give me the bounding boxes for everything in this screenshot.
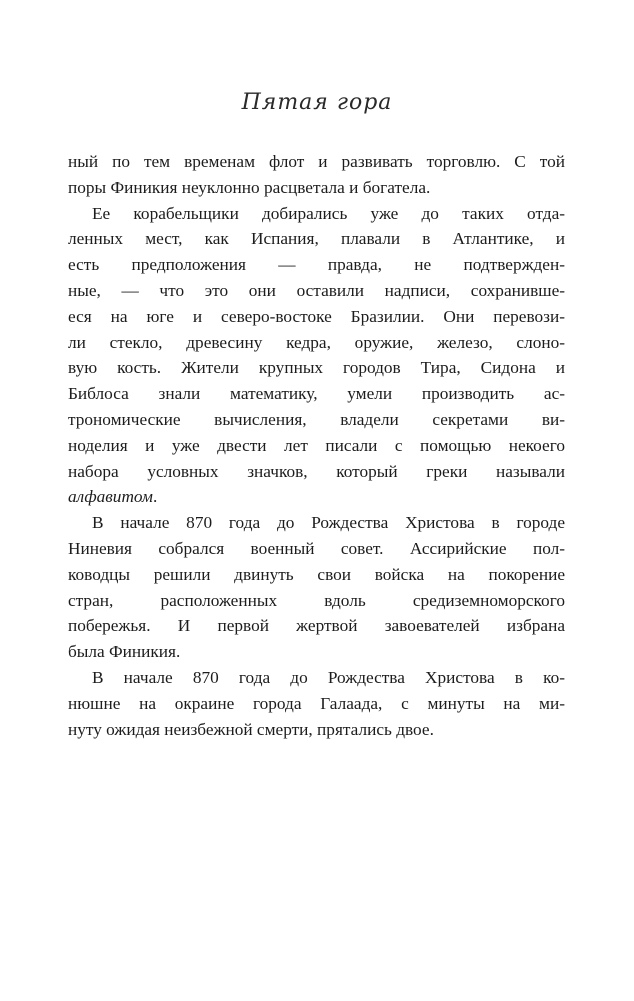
text-line: ноделия и уже двести лет писали с помощью некоего: [68, 435, 565, 455]
text-line: ководцы решили двинуть свои войска на покорение: [68, 564, 565, 584]
text-line: ный по тем временам флот и развивать торговлю. С той: [68, 152, 565, 171]
text-line: трономические вычисления, владели секретами ви-: [68, 409, 565, 429]
italic-word: алфавитом: [68, 487, 153, 507]
text-line: вую кость. Жители крупных городов Тира, Сидона и: [68, 358, 565, 378]
text-line: еся на юге и северо-востоке Бразилии. Они перевози-: [68, 306, 565, 326]
text-line: есть предположения — правда, не подтвержден-: [68, 255, 565, 275]
text-line: Библоса знали математику, умели производить ас-: [68, 384, 565, 404]
text-line: ные, — что это они оставили надписи, сохранивше-: [68, 280, 565, 300]
punctuation: .: [152, 487, 158, 507]
text-line: В начале 870 года до Рождества Христова в городе: [92, 513, 565, 533]
text-line: набора условных значков, который греки называли: [68, 461, 565, 481]
text-line: нуту ожидая неизбежной смерти, прятались двое.: [68, 719, 434, 739]
text-line: нюшне на окраине города Галаада, с минуты на ми-: [68, 693, 565, 713]
paragraph-2: [68, 201, 565, 511]
text-line: ли стекло, древесину кедра, оружие, железо, слоно-: [68, 332, 565, 352]
text-line-final: [68, 484, 565, 510]
text-line: поры Финикия неуклонно расцветала и богатела.: [68, 177, 431, 197]
running-head: Пятая гора: [241, 90, 393, 115]
text-line: Ее корабельщики добирались уже до таких отда-: [92, 203, 565, 223]
paragraph-4: [68, 665, 565, 742]
text-line: стран, расположенных вдоль средиземноморского: [68, 590, 565, 610]
text-line: Ниневия собрался военный совет. Ассирийские пол-: [68, 538, 565, 558]
text-line: была Финикия.: [68, 642, 181, 662]
text-line: побережья. И первой жертвой завоевателей избрана: [68, 616, 565, 636]
paragraph-3: [68, 510, 565, 665]
paragraph-1: [68, 149, 565, 201]
text-line: ленных мест, как Испания, плавали в Атлантике, и: [68, 229, 565, 249]
text-line: В начале 870 года до Рождества Христова в ко-: [92, 667, 565, 687]
body-text: [68, 149, 565, 742]
